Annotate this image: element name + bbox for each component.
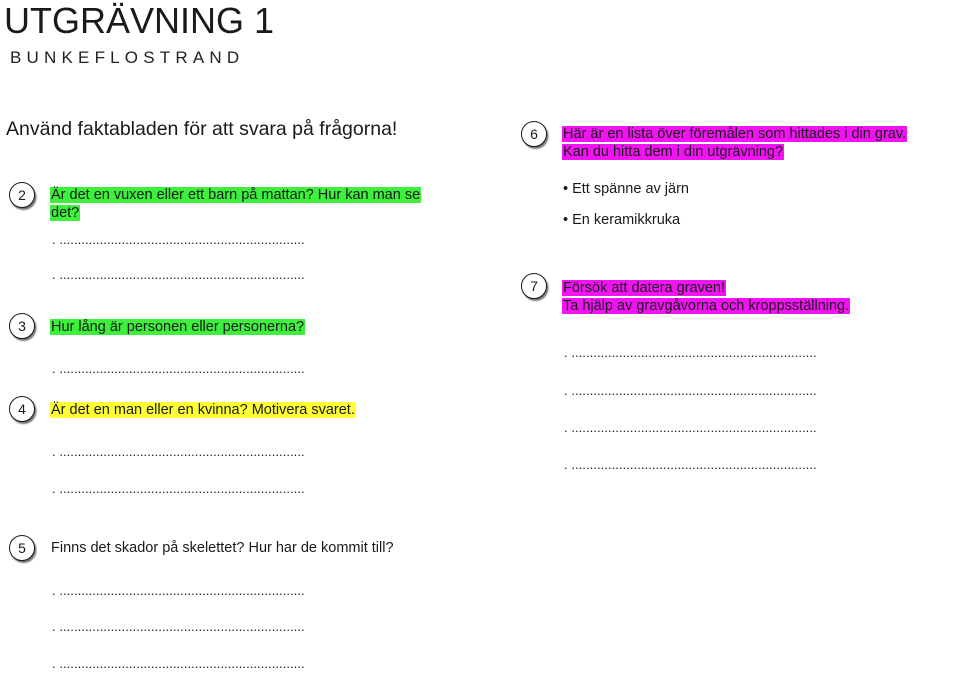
- question-3-line-1: Hur lång är personen eller personerna?: [51, 319, 305, 335]
- question-6-line-1: Här är en lista över föremålen som hittades i din grav.: [563, 126, 907, 142]
- question-7-line-1: Försök att datera graven!: [563, 280, 725, 296]
- instructions: Använd faktabladen för att svara på frågorna!: [6, 118, 398, 140]
- question-number-2: 2: [9, 182, 35, 208]
- answer-line-5b[interactable]: . ...................................................................: [52, 620, 305, 634]
- answer-line-2a[interactable]: . ...................................................................: [52, 233, 305, 247]
- answer-line-4b[interactable]: . ...................................................................: [52, 482, 305, 496]
- answer-line-2b[interactable]: . ...................................................................: [52, 268, 305, 282]
- question-5-text: [50, 539, 395, 557]
- page-title: UTGRÄVNING 1: [4, 0, 275, 41]
- answer-line-3a[interactable]: . ...................................................................: [52, 362, 305, 376]
- answer-line-5a[interactable]: . ...................................................................: [52, 584, 305, 598]
- answer-line-4a[interactable]: . ...................................................................: [52, 445, 305, 459]
- question-2-text: [50, 186, 421, 222]
- question-2-line-1: Är det en vuxen eller ett barn på mattan? Hur kan man se: [51, 187, 421, 203]
- question-6-text: [562, 125, 907, 161]
- question-7-text: [562, 279, 850, 315]
- item-list-row: • Ett spänne av järn: [563, 181, 689, 197]
- item-1: Ett spänne av järn: [572, 181, 689, 197]
- question-2-line-2: det?: [51, 205, 80, 221]
- question-number-5: 5: [9, 535, 35, 561]
- question-7-line-2: Ta hjälp av gravgåvorna och kroppsställning.: [563, 298, 850, 314]
- question-4-line-1: Är det en man eller en kvinna? Motivera svaret.: [51, 402, 355, 418]
- question-4-text: [50, 401, 356, 419]
- answer-line-5c[interactable]: . ...................................................................: [52, 657, 305, 671]
- question-3-text: [50, 318, 305, 336]
- question-number-4: 4: [9, 396, 35, 422]
- question-number-6: 6: [521, 121, 547, 147]
- answer-line-7b[interactable]: . ...................................................................: [564, 384, 817, 398]
- answer-line-7a[interactable]: . ...................................................................: [564, 346, 817, 360]
- answer-line-7c[interactable]: . ...................................................................: [564, 421, 817, 435]
- item-2: En keramikkruka: [572, 212, 681, 228]
- page-subtitle: BUNKEFLOSTRAND: [10, 48, 245, 67]
- question-number-7: 7: [521, 273, 547, 299]
- answer-line-7d[interactable]: . ...................................................................: [564, 458, 817, 472]
- question-5-line-1: Finns det skador på skelettet? Hur har de kommit till?: [51, 540, 394, 556]
- question-6-line-2: Kan du hitta dem i din utgrävning?: [563, 144, 784, 160]
- question-number-3: 3: [9, 313, 35, 339]
- item-list-row: • En keramikkruka: [563, 212, 681, 228]
